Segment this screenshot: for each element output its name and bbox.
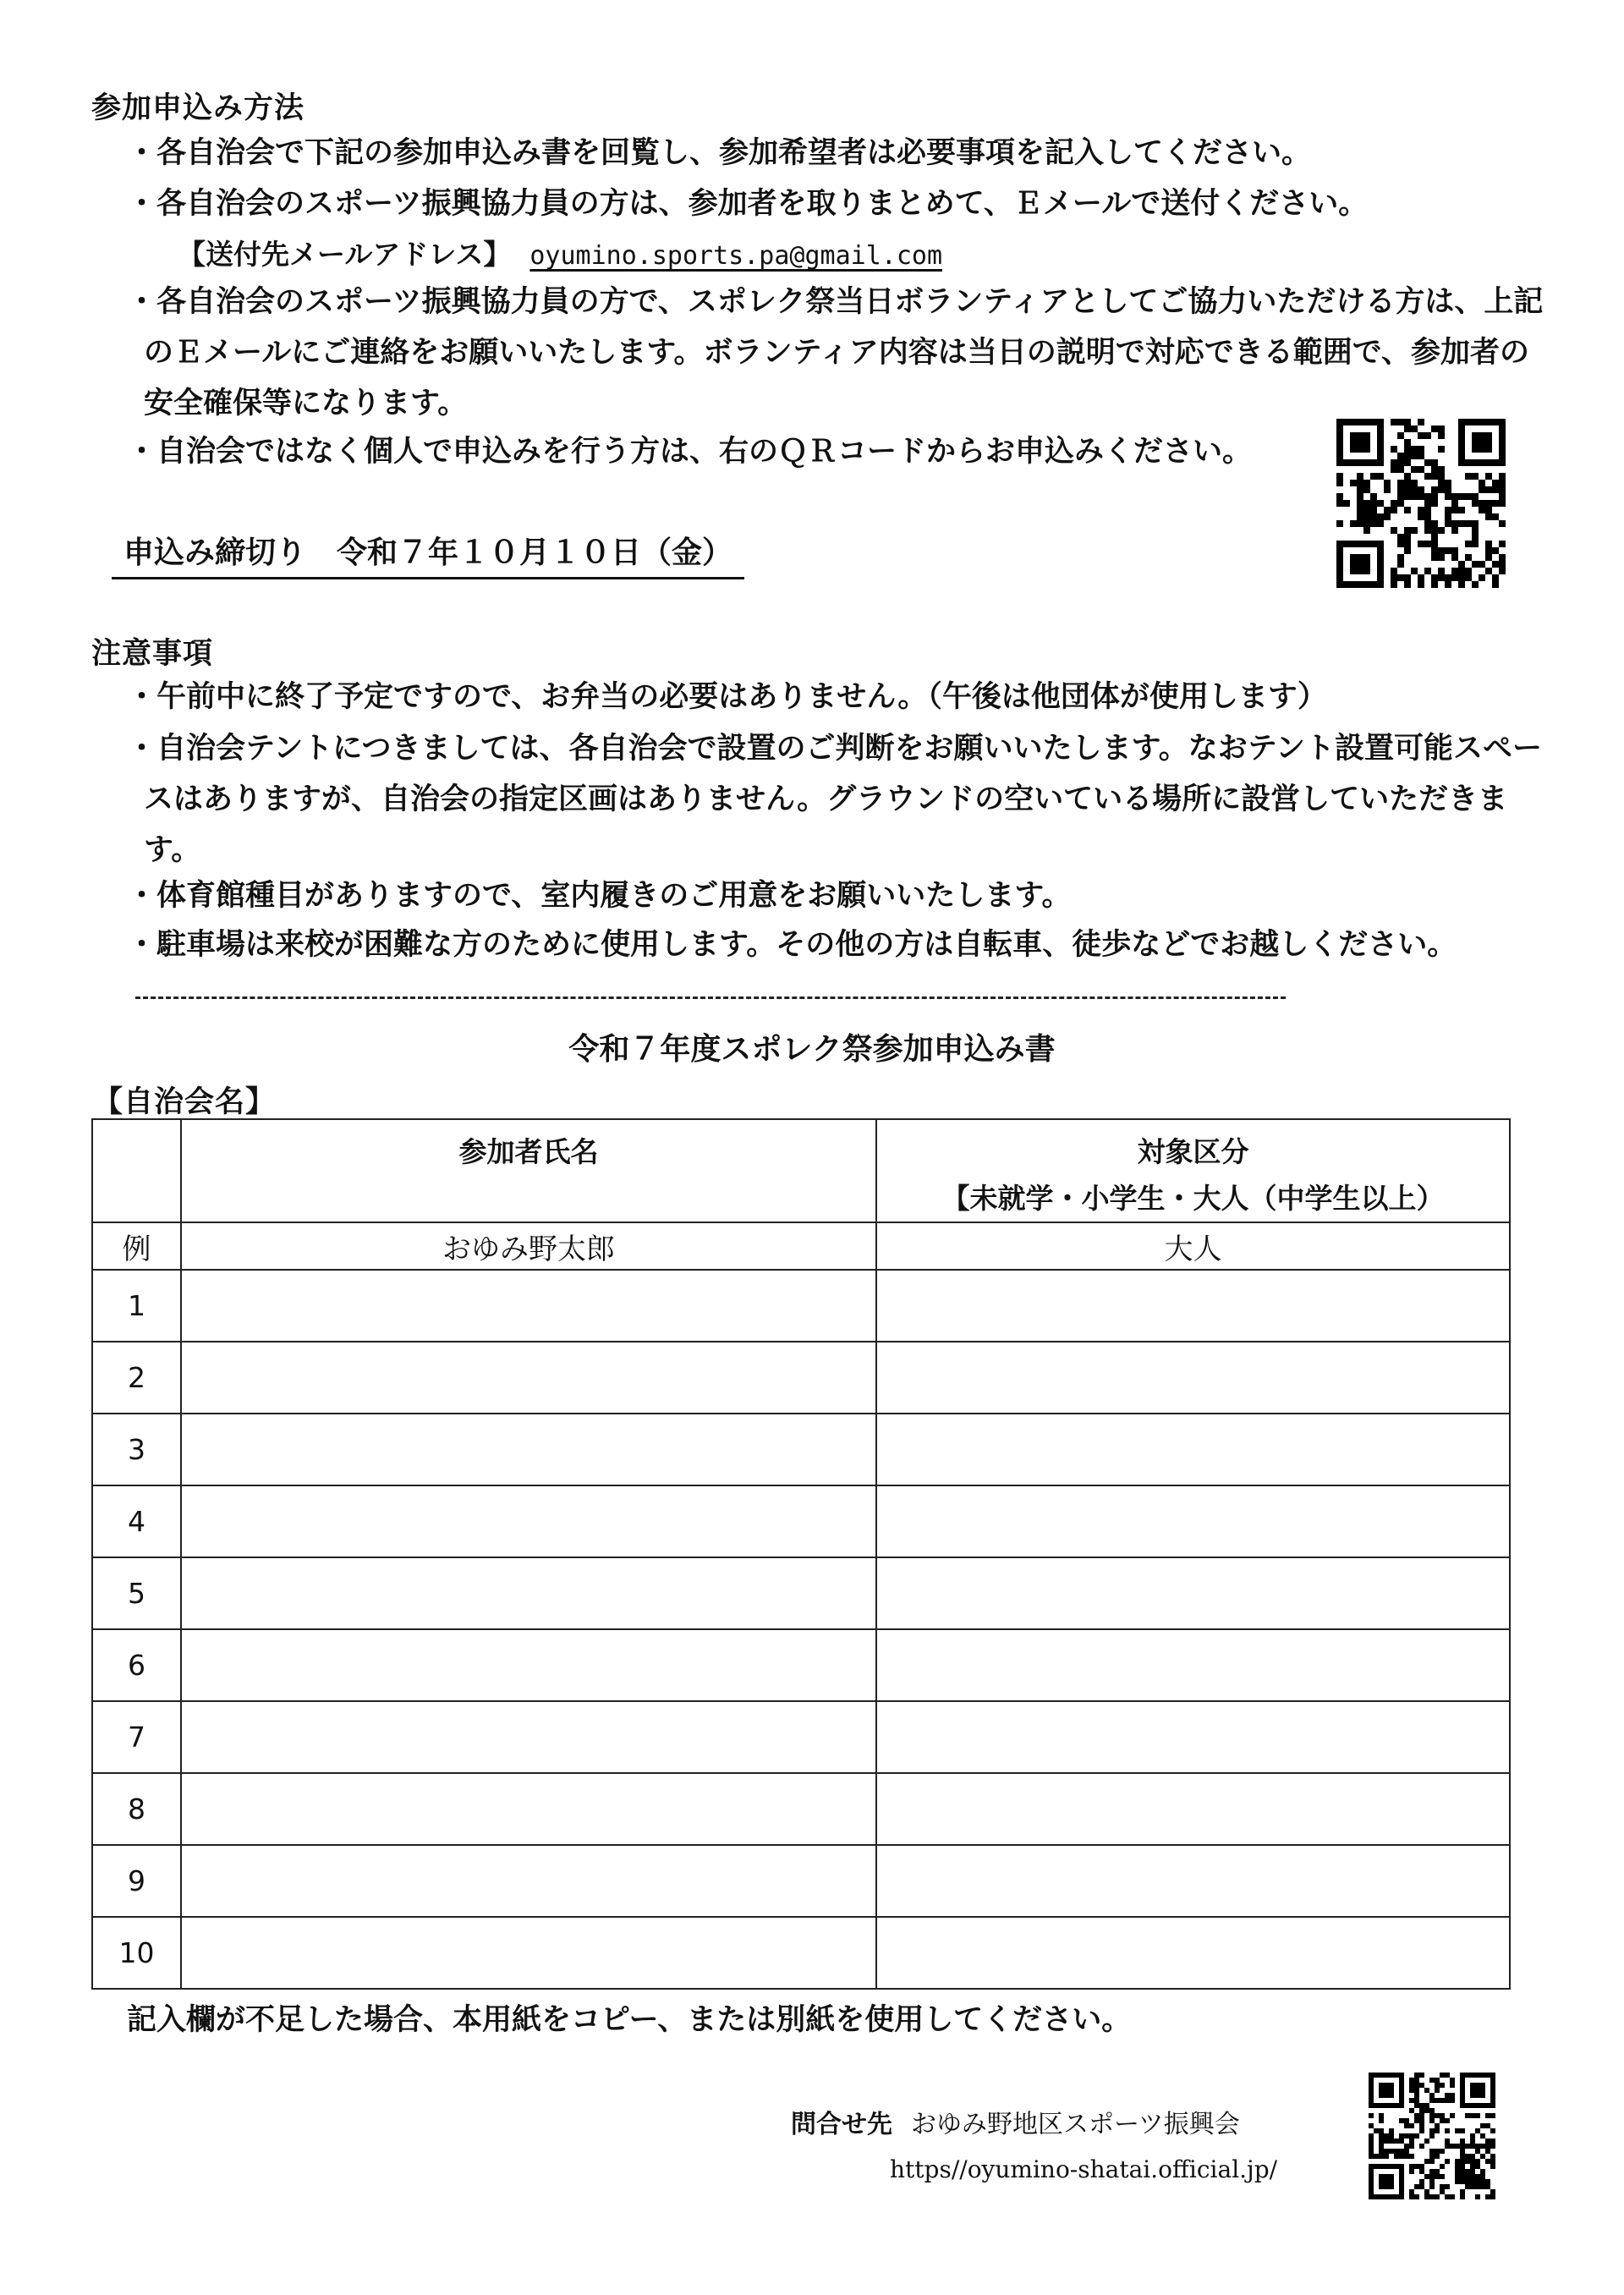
table-row: [92, 1773, 1510, 1845]
row-number: 5: [92, 1557, 181, 1629]
deadline-text: 申込み締切り 令和７年１０月１０日（金）: [112, 529, 744, 579]
table-row: [92, 1557, 1510, 1629]
entry-table-header: [92, 1119, 1510, 1222]
contact-qr-code[interactable]: [1369, 2073, 1495, 2199]
contact-url-link[interactable]: https//oyumino-shatai.official.jp/: [890, 2155, 1278, 2183]
example-row: [92, 1222, 1510, 1270]
category-field[interactable]: [876, 1485, 1510, 1557]
notes-bullet-lunch: ・午前中に終了予定ですので、お弁当の必要はありません。（午後は他団体が使用します）: [127, 680, 1327, 714]
participant-name-field[interactable]: [181, 1773, 876, 1845]
cut-line-divider: [135, 997, 1286, 999]
notes-heading: 注意事項: [91, 637, 214, 671]
participant-name-field[interactable]: [181, 1845, 876, 1917]
application-qr-code[interactable]: [1336, 419, 1506, 588]
row-number: 6: [92, 1629, 181, 1701]
row-number: 4: [92, 1485, 181, 1557]
contact-label: 問合せ先: [791, 2110, 892, 2139]
header-blank-cell: [92, 1119, 181, 1222]
category-field[interactable]: [876, 1773, 1510, 1845]
participant-name-field[interactable]: [181, 1701, 876, 1773]
category-field[interactable]: [876, 1414, 1510, 1485]
category-field[interactable]: [876, 1270, 1510, 1342]
row-number: 2: [92, 1342, 181, 1414]
row-number: 9: [92, 1845, 181, 1917]
category-field[interactable]: [876, 1557, 1510, 1629]
association-name-label: 【自治会名】: [93, 1085, 277, 1119]
email-address-row: [178, 233, 942, 272]
table-row: [92, 1485, 1510, 1557]
header-participant-name: 参加者氏名: [181, 1119, 876, 1222]
entry-table: [91, 1118, 1511, 1990]
application-bullet-individual-qr: ・自治会ではなく個人で申込みを行う方は、右のＱＲコードからお申込みください。: [127, 435, 1253, 469]
row-number: 10: [92, 1917, 181, 1989]
table-row: [92, 1414, 1510, 1485]
row-number: 7: [92, 1701, 181, 1773]
category-field[interactable]: [876, 1701, 1510, 1773]
table-row: [92, 1270, 1510, 1342]
table-row: [92, 1701, 1510, 1773]
application-method-heading: 参加申込み方法: [91, 91, 305, 125]
notes-bullet-tent: ・自治会テントにつきましては、各自治会で設置のご判断をお願いいたします。なおテント設置可能スペースはありますが、自治会の指定区画はありません。グラウンドの空いている場所に設営していただきます。: [127, 732, 1543, 867]
category-field[interactable]: [876, 1342, 1510, 1414]
participant-name-field[interactable]: [181, 1629, 876, 1701]
row-number: 3: [92, 1414, 181, 1485]
application-bullet-email-submit: ・各自治会のスポーツ振興協力員の方は、参加者を取りまとめて、Ｅメールで送付ください。: [127, 187, 1369, 221]
header-category-options: 【未就学・小学生・大人（中学生以上）: [941, 1182, 1445, 1215]
row-number: 8: [92, 1773, 181, 1845]
participant-name-field[interactable]: [181, 1414, 876, 1485]
form-title: 令和７年度スポレク祭参加申込み書: [568, 1032, 1056, 1067]
participant-name-field[interactable]: [181, 1557, 876, 1629]
application-bullet-volunteer: ・各自治会のスポーツ振興協力員の方で、スポレク祭当日ボランティアとしてご協力いただける方は、上記のＥメールにご連絡をお願いいたします。ボランティア内容は当日の説明で対応できる範囲で、参加者の安全確保等になります。: [127, 285, 1544, 420]
participant-name-field[interactable]: [181, 1485, 876, 1557]
participant-name-field[interactable]: [181, 1342, 876, 1414]
participant-name-field[interactable]: [181, 1917, 876, 1989]
contact-organization: おゆみ野地区スポーツ振興会: [911, 2110, 1240, 2139]
table-row: [92, 1845, 1510, 1917]
notes-bullet-indoor-shoes: ・体育館種目がありますので、室内履きのご用意をお願いいたします。: [127, 879, 1072, 913]
contact-row: [791, 2103, 1240, 2140]
row-number: 1: [92, 1270, 181, 1342]
header-category: [876, 1119, 1510, 1222]
table-row: [92, 1917, 1510, 1989]
notes-bullet-parking: ・駐車場は来校が困難な方のために使用します。その他の方は自転車、徒歩などでお越しください。: [127, 928, 1457, 962]
example-label: 例: [92, 1222, 181, 1270]
participant-name-field[interactable]: [181, 1270, 876, 1342]
category-field[interactable]: [876, 1629, 1510, 1701]
header-category-label: 対象区分: [1137, 1135, 1249, 1168]
table-row: [92, 1629, 1510, 1701]
table-row: [92, 1342, 1510, 1414]
category-field[interactable]: [876, 1845, 1510, 1917]
category-field[interactable]: [876, 1917, 1510, 1989]
example-category: 大人: [876, 1222, 1510, 1270]
email-label: 【送付先メールアドレス】: [178, 238, 512, 271]
example-name: おゆみ野太郎: [181, 1222, 876, 1270]
application-bullet-circulate: ・各自治会で下記の参加申込み書を回覧し、参加希望者は必要事項を記入してください。: [127, 136, 1312, 170]
form-footer-note: 記入欄が不足した場合、本用紙をコピー、または別紙を使用してください。: [127, 2003, 1132, 2037]
email-address-link[interactable]: oyumino.sports.pa@gmail.com: [529, 241, 943, 271]
